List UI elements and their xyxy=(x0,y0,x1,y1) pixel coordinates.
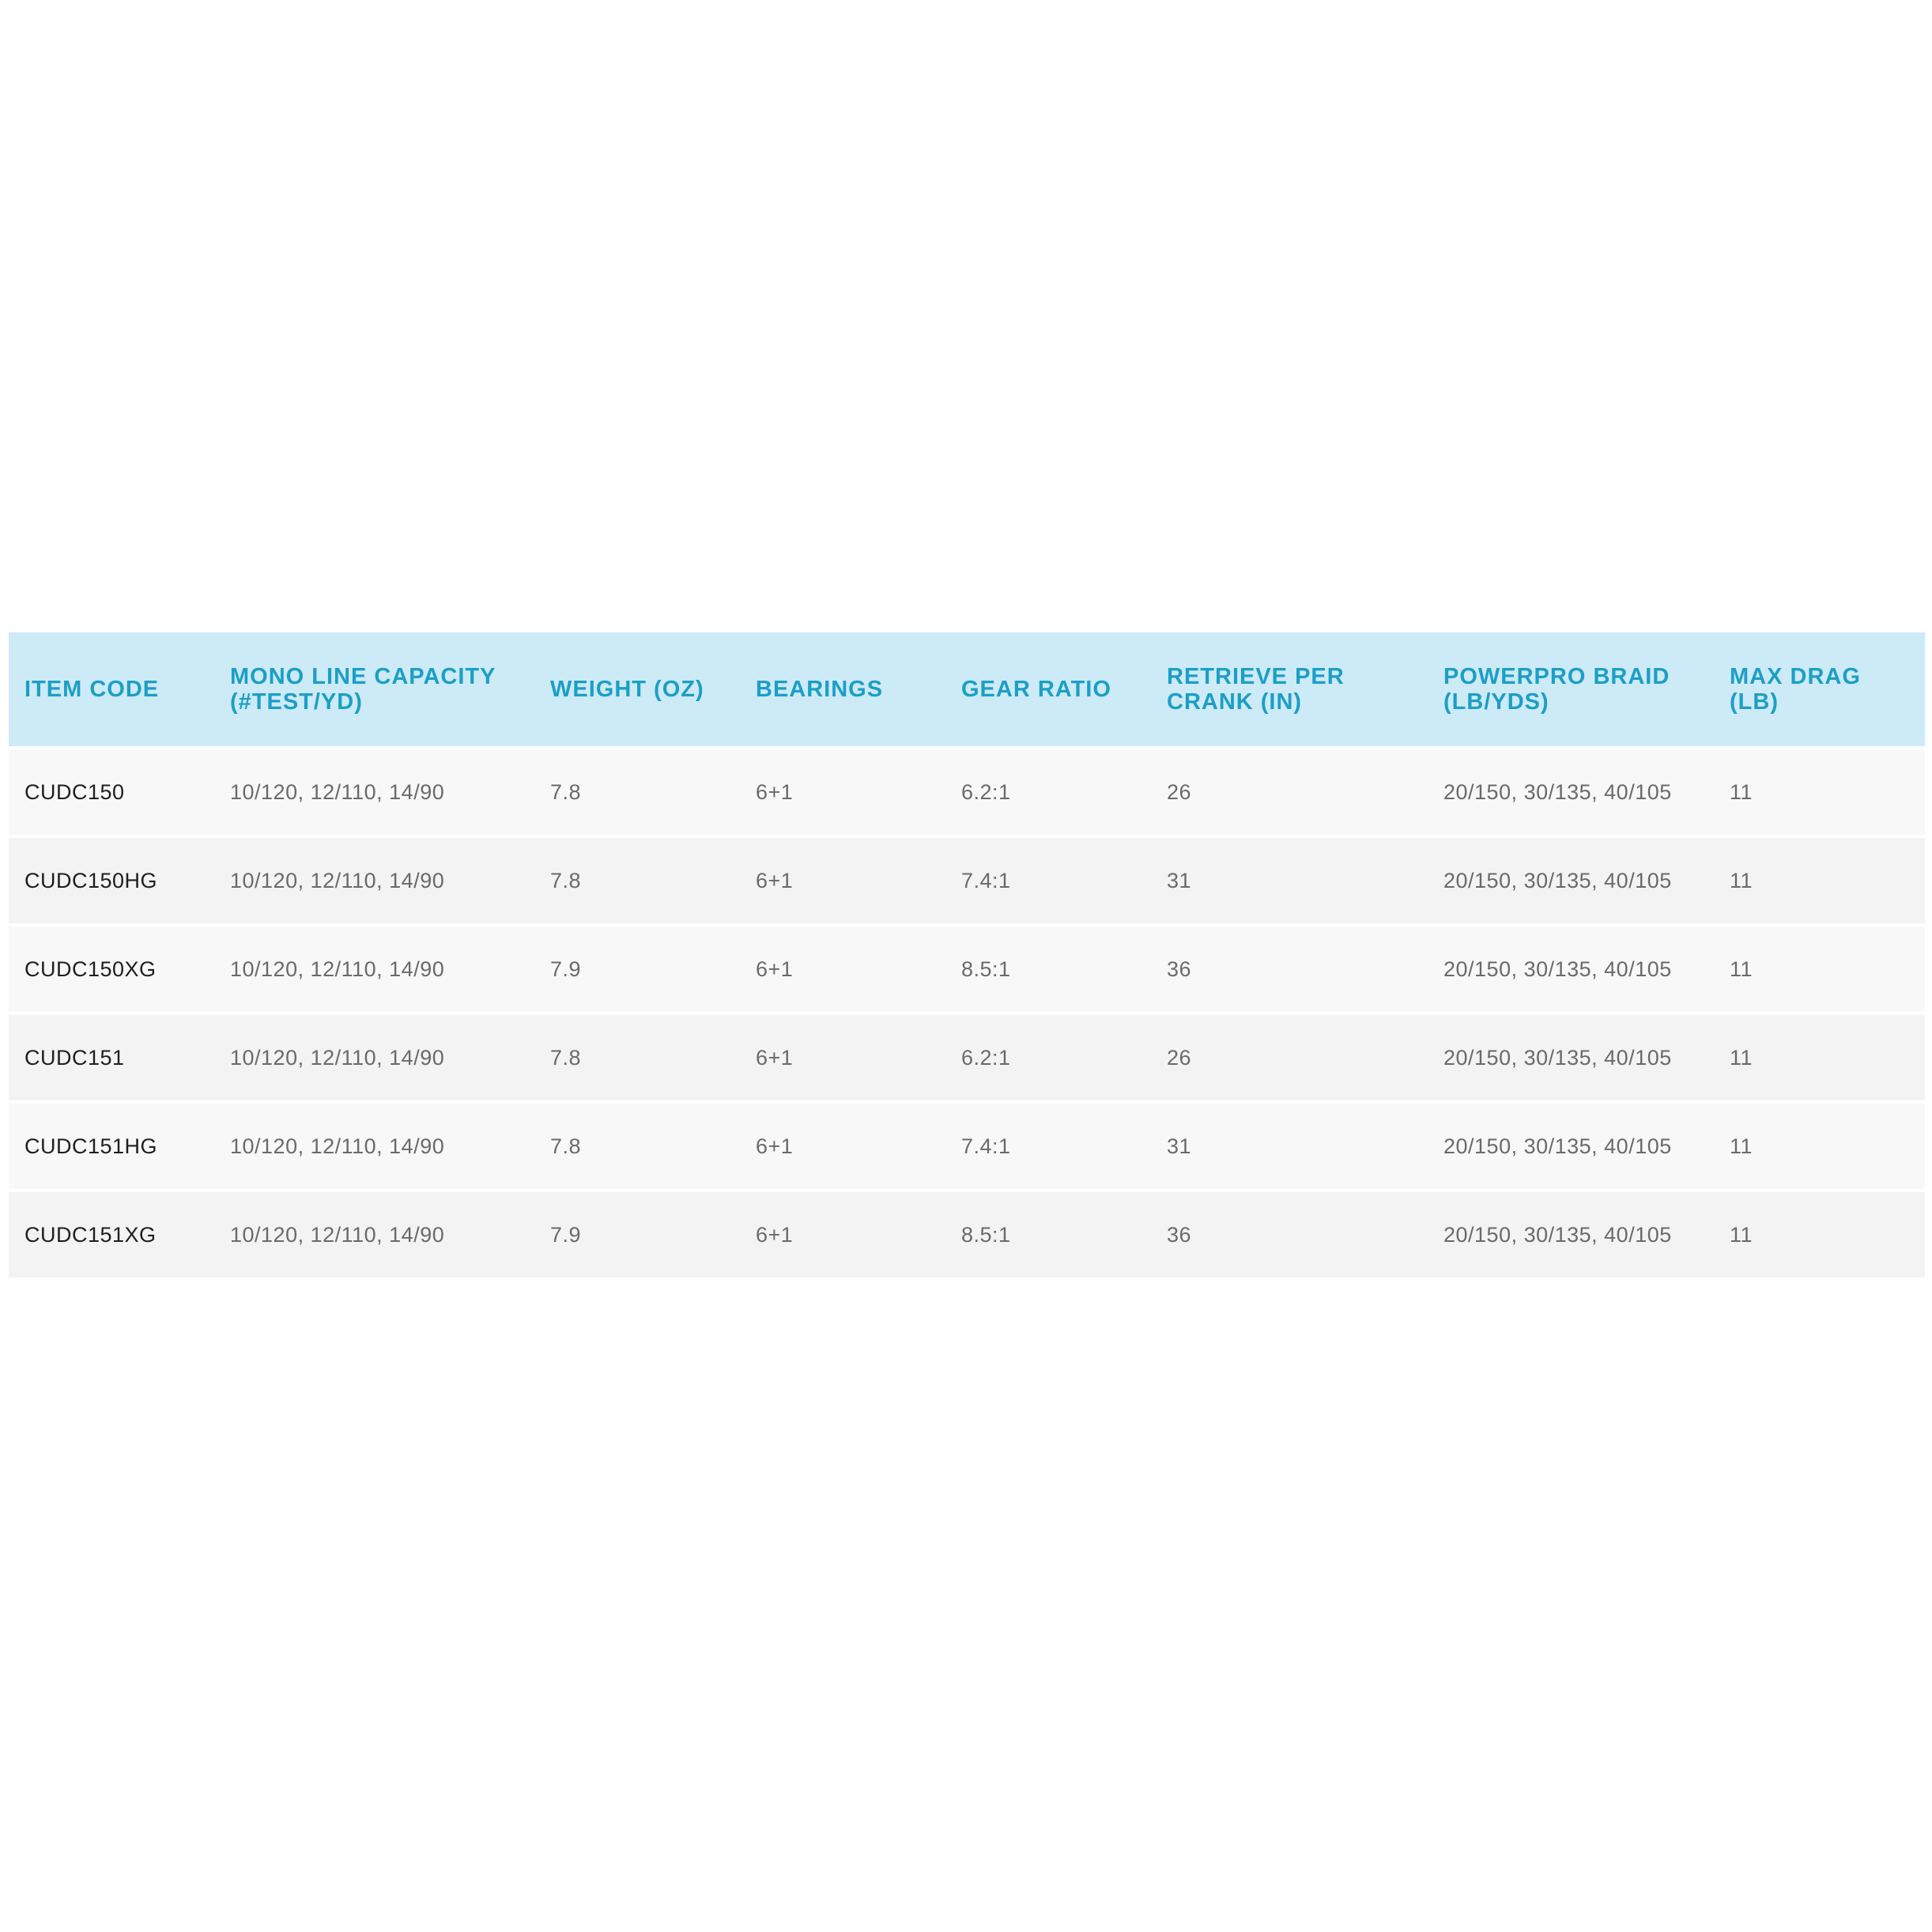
table-row xyxy=(9,1189,1925,1277)
cell-mono-line-capacity: 10/120, 12/110, 14/90 xyxy=(214,1012,534,1100)
header-line: WEIGHT (OZ) xyxy=(550,677,704,702)
header-line: (#TEST/YD) xyxy=(230,689,363,715)
header-bearings xyxy=(740,632,945,746)
cell-mono-line-capacity: 10/120, 12/110, 14/90 xyxy=(214,835,534,923)
cell-mono-line-capacity: 10/120, 12/110, 14/90 xyxy=(214,923,534,1012)
cell-retrieve-per-crank: 31 xyxy=(1151,1100,1428,1189)
table-row xyxy=(9,835,1925,923)
cell-gear-ratio: 8.5:1 xyxy=(945,1189,1151,1277)
table-header-row xyxy=(9,632,1925,746)
header-line: CRANK (IN) xyxy=(1167,689,1303,715)
header-line: RETRIEVE PER xyxy=(1167,664,1345,689)
cell-weight: 7.8 xyxy=(534,1012,740,1100)
header-mono-line-capacity xyxy=(214,632,534,746)
header-item-code xyxy=(9,632,214,746)
cell-mono-line-capacity: 10/120, 12/110, 14/90 xyxy=(214,746,534,835)
header-line: MAX DRAG xyxy=(1730,664,1861,689)
cell-retrieve-per-crank: 36 xyxy=(1151,923,1428,1012)
cell-weight: 7.9 xyxy=(534,923,740,1012)
cell-weight: 7.9 xyxy=(534,1189,740,1277)
cell-retrieve-per-crank: 31 xyxy=(1151,835,1428,923)
cell-item-code: CUDC151XG xyxy=(9,1189,214,1277)
cell-weight: 7.8 xyxy=(534,835,740,923)
cell-gear-ratio: 8.5:1 xyxy=(945,923,1151,1012)
table-row xyxy=(9,1100,1925,1189)
header-line: ITEM CODE xyxy=(25,677,160,702)
cell-gear-ratio: 6.2:1 xyxy=(945,746,1151,835)
header-line: MONO LINE CAPACITY xyxy=(230,664,496,689)
cell-max-drag: 11 xyxy=(1714,923,1925,1012)
header-powerpro-braid xyxy=(1428,632,1714,746)
cell-powerpro-braid: 20/150, 30/135, 40/105 xyxy=(1428,1100,1714,1189)
cell-retrieve-per-crank: 26 xyxy=(1151,746,1428,835)
cell-retrieve-per-crank: 26 xyxy=(1151,1012,1428,1100)
table-row xyxy=(9,1012,1925,1100)
cell-item-code: CUDC151 xyxy=(9,1012,214,1100)
cell-item-code: CUDC151HG xyxy=(9,1100,214,1189)
cell-powerpro-braid: 20/150, 30/135, 40/105 xyxy=(1428,835,1714,923)
cell-powerpro-braid: 20/150, 30/135, 40/105 xyxy=(1428,1189,1714,1277)
cell-max-drag: 11 xyxy=(1714,1189,1925,1277)
header-line: POWERPRO BRAID xyxy=(1443,664,1670,689)
cell-max-drag: 11 xyxy=(1714,1100,1925,1189)
cell-powerpro-braid: 20/150, 30/135, 40/105 xyxy=(1428,1012,1714,1100)
header-max-drag xyxy=(1714,632,1925,746)
cell-gear-ratio: 6.2:1 xyxy=(945,1012,1151,1100)
header-gear-ratio xyxy=(945,632,1151,746)
cell-mono-line-capacity: 10/120, 12/110, 14/90 xyxy=(214,1189,534,1277)
cell-bearings: 6+1 xyxy=(740,923,945,1012)
cell-item-code: CUDC150 xyxy=(9,746,214,835)
cell-bearings: 6+1 xyxy=(740,1100,945,1189)
cell-powerpro-braid: 20/150, 30/135, 40/105 xyxy=(1428,923,1714,1012)
cell-retrieve-per-crank: 36 xyxy=(1151,1189,1428,1277)
cell-powerpro-braid: 20/150, 30/135, 40/105 xyxy=(1428,746,1714,835)
cell-bearings: 6+1 xyxy=(740,1189,945,1277)
cell-max-drag: 11 xyxy=(1714,746,1925,835)
cell-bearings: 6+1 xyxy=(740,835,945,923)
header-line: BEARINGS xyxy=(756,677,884,702)
cell-bearings: 6+1 xyxy=(740,746,945,835)
cell-weight: 7.8 xyxy=(534,1100,740,1189)
specifications-table xyxy=(9,632,1925,1277)
cell-item-code: CUDC150HG xyxy=(9,835,214,923)
cell-bearings: 6+1 xyxy=(740,1012,945,1100)
cell-mono-line-capacity: 10/120, 12/110, 14/90 xyxy=(214,1100,534,1189)
header-line: (LB/YDS) xyxy=(1443,689,1549,715)
header-line: GEAR RATIO xyxy=(961,677,1111,702)
cell-item-code: CUDC150XG xyxy=(9,923,214,1012)
header-line: (LB) xyxy=(1730,689,1779,715)
cell-weight: 7.8 xyxy=(534,746,740,835)
cell-gear-ratio: 7.4:1 xyxy=(945,1100,1151,1189)
header-retrieve-per-crank xyxy=(1151,632,1428,746)
cell-gear-ratio: 7.4:1 xyxy=(945,835,1151,923)
header-weight xyxy=(534,632,740,746)
cell-max-drag: 11 xyxy=(1714,835,1925,923)
table-row xyxy=(9,746,1925,835)
table-row xyxy=(9,923,1925,1012)
cell-max-drag: 11 xyxy=(1714,1012,1925,1100)
